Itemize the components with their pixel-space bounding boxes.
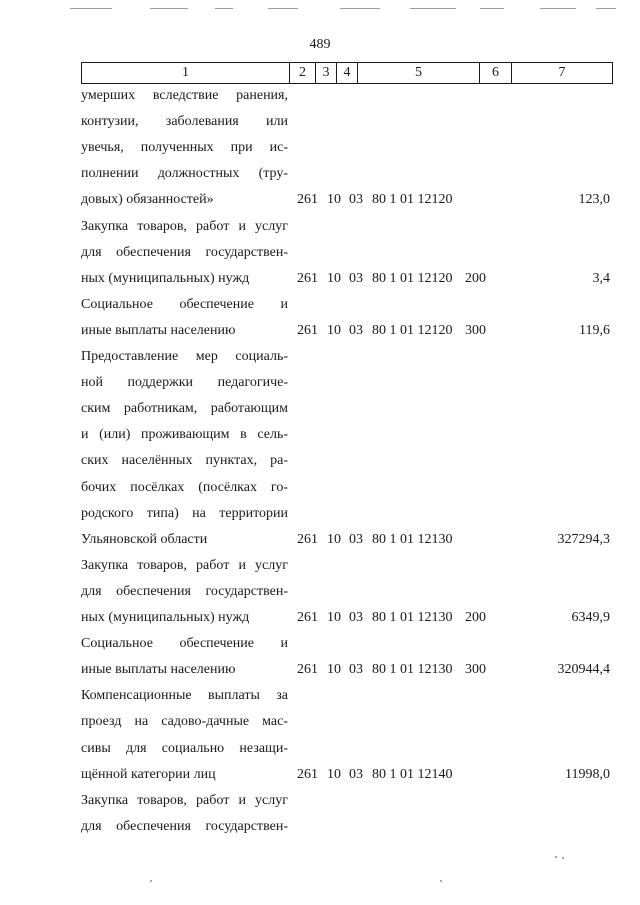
- cell-c3: 10: [327, 270, 341, 286]
- table-row: [0, 424, 640, 446]
- cell-c4: 03: [349, 531, 363, 547]
- table-row: [0, 659, 640, 681]
- scan-artifact: [555, 856, 557, 858]
- cell-c6: 300: [465, 322, 486, 338]
- row-description: Закупка товаров, работ и услуг: [81, 557, 288, 573]
- table-row: [0, 816, 640, 838]
- cell-c7: 327294,3: [557, 531, 610, 547]
- scan-artifact: [150, 880, 152, 882]
- cell-c7: 123,0: [578, 192, 610, 208]
- row-description: Социальное обеспечение и: [81, 636, 288, 652]
- table-row: [0, 268, 640, 290]
- row-description: Закупка товаров, работ и услуг: [81, 218, 288, 234]
- row-description: сивы для социально незащи-: [81, 740, 288, 756]
- row-description: контузии, заболевания или: [81, 114, 288, 130]
- row-description: ных (муниципальных) нужд: [81, 270, 250, 286]
- row-description: родского типа) на территории: [81, 505, 288, 521]
- table-row: [0, 581, 640, 603]
- cell-c5: 80 1 01 12120: [372, 192, 453, 208]
- cell-c3: 10: [327, 531, 341, 547]
- cell-c5: 80 1 01 12130: [372, 531, 453, 547]
- cell-c2: 261: [297, 610, 318, 625]
- scan-artifact: [596, 8, 616, 9]
- table-row: [0, 346, 640, 368]
- row-description: и (или) проживающим в сель-: [81, 427, 288, 443]
- cell-c3: 10: [327, 610, 341, 625]
- cell-c5: 80 1 01 12120: [372, 270, 453, 286]
- cell-c3: 10: [327, 322, 341, 338]
- cell-c6: 200: [465, 270, 486, 286]
- cell-c4: 03: [349, 766, 363, 782]
- column-header: 5: [358, 63, 480, 84]
- row-description: бочих посёлках (посёлках го-: [81, 479, 288, 495]
- cell-c3: 10: [327, 192, 341, 208]
- row-description: Ульяновской области: [81, 531, 208, 547]
- table-row: [0, 137, 640, 159]
- table-row: [0, 790, 640, 812]
- table-row: [0, 372, 640, 394]
- column-header: 3: [316, 63, 337, 84]
- cell-c2: 261: [297, 662, 318, 678]
- scan-artifact: [562, 857, 564, 859]
- cell-c6: 300: [465, 662, 486, 678]
- cell-c4: 03: [349, 322, 363, 338]
- table-row: [0, 764, 640, 786]
- row-description: довых) обязанностей»: [81, 192, 214, 208]
- cell-c7: 119,6: [579, 322, 610, 338]
- cell-c7: 320944,4: [557, 662, 610, 678]
- table-row: [0, 320, 640, 342]
- table-row: [0, 555, 640, 577]
- table-row: [0, 85, 640, 107]
- row-description: увечья, полученных при ис-: [81, 140, 288, 156]
- cell-c6: 200: [465, 610, 486, 625]
- table-row: [0, 529, 640, 551]
- scan-artifact: [540, 8, 576, 9]
- row-description: полнении должностных (тру-: [81, 166, 288, 182]
- table-row: [0, 294, 640, 316]
- cell-c7: 3,4: [592, 270, 610, 286]
- row-description: ных (муниципальных) нужд: [81, 610, 250, 625]
- row-description: Социальное обеспечение и: [81, 296, 288, 312]
- table-row: [0, 398, 640, 420]
- cell-c5: 80 1 01 12130: [372, 662, 453, 678]
- table-row: [0, 711, 640, 733]
- row-description: ной поддержки педагогиче-: [81, 375, 288, 391]
- table-row: [0, 685, 640, 707]
- row-description: щённой категории лиц: [81, 766, 216, 782]
- cell-c2: 261: [297, 192, 318, 208]
- table-row: [0, 242, 640, 264]
- row-description: ским работникам, работающим: [81, 401, 288, 417]
- cell-c2: 261: [297, 766, 318, 782]
- cell-c2: 261: [297, 531, 318, 547]
- table-row: [0, 738, 640, 760]
- column-header: 4: [337, 63, 358, 84]
- cell-c5: 80 1 01 12140: [372, 766, 453, 782]
- cell-c2: 261: [297, 322, 318, 338]
- cell-c4: 03: [349, 270, 363, 286]
- cell-c5: 80 1 01 12130: [372, 610, 453, 625]
- page-number: 489: [309, 37, 331, 52]
- row-description: Компенсационные выплаты за: [81, 688, 288, 704]
- column-header: 7: [512, 63, 613, 84]
- scan-artifact: [340, 8, 380, 9]
- scan-artifact: [268, 8, 298, 9]
- column-header: 1: [82, 63, 290, 84]
- cell-c7: 6349,9: [571, 610, 610, 625]
- row-description: проезд на садово-дачные мас-: [81, 714, 288, 730]
- row-description: иные выплаты населению: [81, 662, 236, 678]
- table-row: [0, 607, 640, 629]
- scan-artifact: [70, 8, 112, 9]
- cell-c7: 11998,0: [565, 766, 610, 782]
- row-description: иные выплаты населению: [81, 322, 236, 338]
- row-description: для обеспечения государствен-: [81, 818, 288, 834]
- table-row: [0, 216, 640, 238]
- column-header: 2: [290, 63, 316, 84]
- row-description: ских населённых пунктах, ра-: [81, 453, 288, 469]
- row-description: Предоставление мер социаль-: [81, 349, 288, 364]
- column-header-table: [81, 62, 613, 84]
- table-row: [0, 189, 640, 211]
- table-row: [0, 477, 640, 499]
- row-description: Закупка товаров, работ и услуг: [81, 792, 288, 808]
- row-description: умерших вследствие ранения,: [81, 88, 288, 103]
- scan-artifact: [440, 880, 442, 882]
- scan-artifact: [480, 8, 504, 9]
- table-row: [0, 111, 640, 133]
- scan-artifact: [215, 8, 233, 9]
- cell-c4: 03: [349, 192, 363, 208]
- column-header: 6: [480, 63, 512, 84]
- cell-c2: 261: [297, 270, 318, 286]
- table-row: [0, 503, 640, 525]
- cell-c4: 03: [349, 610, 363, 625]
- cell-c3: 10: [327, 662, 341, 678]
- cell-c4: 03: [349, 662, 363, 678]
- row-description: для обеспечения государствен-: [81, 583, 288, 599]
- table-row: [0, 163, 640, 185]
- cell-c3: 10: [327, 766, 341, 782]
- table-row: [0, 450, 640, 472]
- row-description: для обеспечения государствен-: [81, 244, 288, 260]
- cell-c5: 80 1 01 12120: [372, 322, 453, 338]
- scan-artifact: [410, 8, 456, 9]
- scan-artifact: [150, 8, 188, 9]
- table-row: [0, 633, 640, 655]
